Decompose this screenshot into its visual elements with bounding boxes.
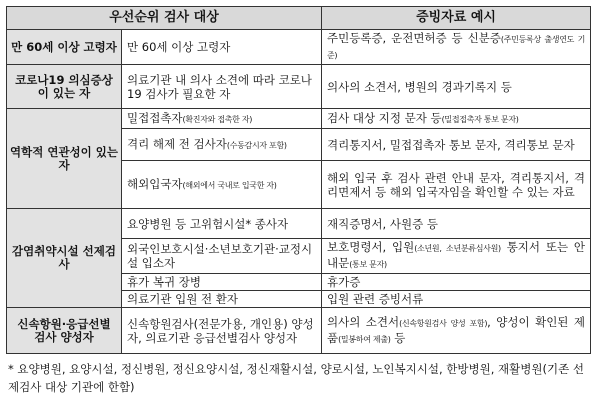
- evidence-cell: [322, 239, 591, 274]
- evidence-note-2: (밀봉하여 제출): [338, 334, 391, 344]
- target-cell: 만 60세 이상 고령자: [122, 30, 322, 65]
- category-vulnerable-facility: [7, 209, 122, 308]
- evidence-text: 검사 대상 지정 문자 등: [327, 110, 442, 125]
- target-cell: [122, 129, 322, 161]
- category-label: 신속항원·응급선별 검사 양성자: [17, 316, 111, 344]
- evidence-cell: 격리통지서, 밀접접촉자 통보 문자, 격리통보 문자: [322, 129, 591, 161]
- footnote-text: 요양병원, 요양시설, 정신병원, 정신요양시설, 정신재활시설, 양로시설, 노인복지시설, 한방병원, 재활병원(기존 선제검사 대상 기관에 한함): [8, 362, 584, 394]
- table-row: [7, 209, 591, 239]
- table-row: [7, 109, 591, 129]
- evidence-cell: 의사의 소견서, 병원의 경과기록지 등: [322, 65, 591, 109]
- evidence-note: (밀접접촉자 통보 문자): [441, 114, 519, 124]
- target-cell: [122, 161, 322, 209]
- table-row: [7, 308, 591, 354]
- category-epidemiological: [7, 109, 122, 209]
- document: [6, 6, 594, 396]
- category-label: 코로나19 의심증상이 있는 자: [15, 72, 113, 100]
- target-text: 해외입국자: [127, 176, 183, 191]
- category-label: 감염취약시설 선제검사: [12, 244, 116, 271]
- table-row: [7, 65, 591, 109]
- table-row: [7, 30, 591, 65]
- evidence-text: 의사의 소견서: [327, 314, 400, 329]
- evidence-text: 보호명령서, 입원: [327, 240, 415, 254]
- target-cell: 외국인보호시설·소년보호기관·교정시설 입소자: [122, 239, 322, 274]
- category-rapid-antigen-positive: [7, 308, 122, 354]
- category-elderly: [7, 30, 122, 65]
- target-cell: 요양병원 등 고위험시설* 종사자: [122, 209, 322, 239]
- target-cell: 의료기관 내 의사 소견에 따라 코로나19 검사가 필요한 자: [122, 65, 322, 109]
- evidence-cell: 휴가증: [322, 274, 591, 291]
- target-text: 격리 해제 전 검사자: [127, 136, 227, 151]
- target-note: (해외에서 국내로 입국한 자): [182, 180, 277, 190]
- table-header-row: [7, 7, 591, 30]
- evidence-tail: , 양성이 확인된 제품: [327, 314, 585, 345]
- header-evidence-example: 증빙자료 예시: [322, 7, 591, 30]
- evidence-cell: [322, 308, 591, 354]
- category-label: 만 60세 이상 고령자: [11, 39, 117, 54]
- target-cell: 휴가 복귀 장병: [122, 274, 322, 291]
- evidence-tail: 통지서 또는 안내문: [327, 240, 586, 270]
- footnote: [6, 360, 594, 396]
- evidence-cell: [322, 30, 591, 65]
- target-note: (확진자와 접촉한 자): [182, 114, 253, 124]
- evidence-text: 주민등록증, 운전면허증 등 신분증: [327, 31, 501, 45]
- target-cell: [122, 109, 322, 129]
- evidence-note: (주민등록상 출생연도 기준): [327, 35, 585, 60]
- evidence-cell: 재직증명서, 사원증 등: [322, 209, 591, 239]
- target-cell: 신속항원검사(전문가용, 개인용) 양성자, 의료기관 응급선별검사 양성자: [122, 308, 322, 354]
- evidence-cell: [322, 109, 591, 129]
- evidence-cell: 입원 관련 증빙서류: [322, 291, 591, 308]
- evidence-note: (신속항원검사 양성 포함): [399, 318, 488, 328]
- evidence-note: (소년원, 소년분류심사원): [414, 244, 501, 253]
- evidence-end: 등: [390, 330, 406, 345]
- header-priority-target: 우선순위 검사 대상: [7, 7, 322, 30]
- target-text: 밀접접촉자: [127, 110, 183, 125]
- priority-test-table: [6, 6, 591, 354]
- footnote-marker: *: [8, 362, 14, 376]
- target-cell: 의료기관 입원 전 환자: [122, 291, 322, 308]
- evidence-cell: 해외 입국 후 검사 관련 안내 문자, 격리통지서, 격리면제서 등 해외 입국자임을 확인할 수 있는 자료: [322, 161, 591, 209]
- target-note: (수동감시자 포함): [226, 140, 287, 150]
- evidence-note-2: (통보 문자): [349, 260, 387, 269]
- category-symptomatic: [7, 65, 122, 109]
- category-label: 역학적 연관성이 있는자: [10, 144, 118, 172]
